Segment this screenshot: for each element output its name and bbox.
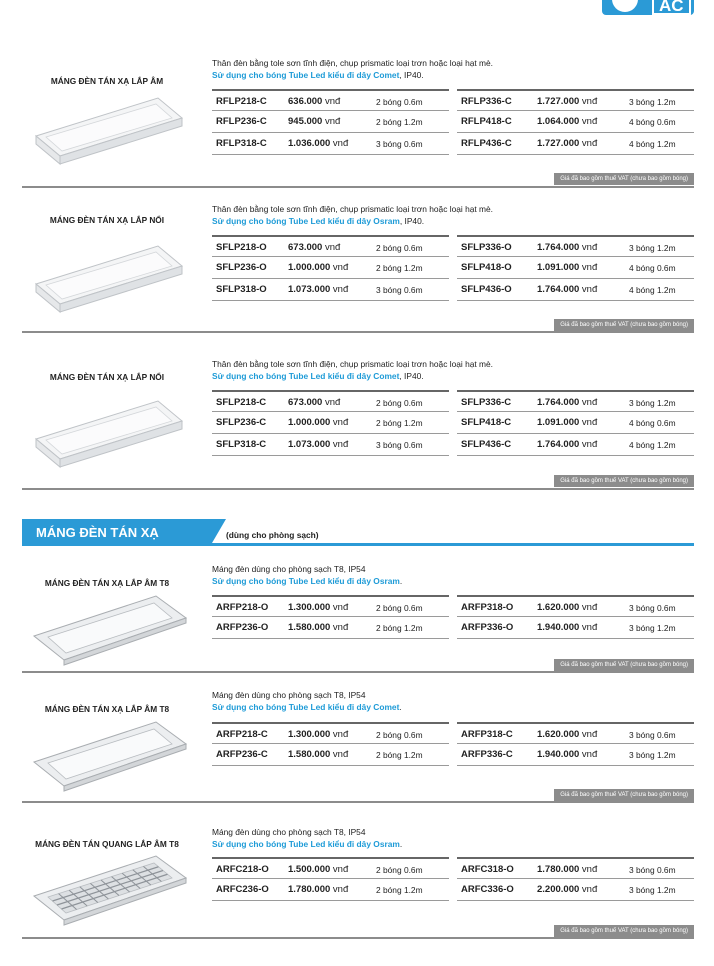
price-unit: vnđ: [581, 242, 598, 253]
price-value: 1.580.000: [288, 622, 331, 633]
price-value: 1.764.000: [537, 242, 580, 253]
price-unit: vnđ: [581, 116, 598, 127]
price-unit: vnđ: [581, 884, 598, 895]
price-value: 1.073.000: [288, 284, 331, 295]
product-code: RFLP436-C: [461, 138, 512, 149]
price-unit: vnđ: [332, 138, 349, 149]
product-price: [537, 602, 597, 613]
price-row: [212, 89, 449, 111]
price-unit: vnđ: [332, 284, 349, 295]
product-name: MÁNG ĐÈN TÁN XẠ LẮP NỔI: [49, 372, 165, 382]
price-table-right: [457, 235, 694, 301]
product-code: RFLP336-C: [461, 96, 512, 107]
section-divider: [22, 488, 694, 490]
product-price: [537, 729, 597, 740]
brand-logo: [602, 0, 694, 15]
cable-type-highlight: Sử dụng cho bóng Tube Led kiểu đi dây Osram: [212, 839, 400, 849]
product-code: ARFC318-O: [461, 864, 514, 875]
price-row: [212, 879, 449, 901]
description-line: Máng đèn dùng cho phòng sạch T8, IP54: [212, 827, 366, 837]
price-row: [457, 279, 694, 301]
lamp-image: [30, 852, 190, 932]
product-price: [288, 602, 348, 613]
bulb-spec: 4 bóng 1.2m: [629, 285, 676, 295]
product-code: SFLP436-O: [461, 284, 512, 295]
price-unit: vnđ: [324, 242, 341, 253]
category-subtitle: (dùng cho phòng sạch): [226, 530, 319, 540]
bulb-spec: 2 bóng 0.6m: [376, 243, 423, 253]
price-unit: vnđ: [581, 96, 598, 107]
product-price: [288, 96, 340, 107]
price-row: [457, 390, 694, 412]
price-value: 2.200.000: [537, 884, 580, 895]
lamp-image: [30, 718, 190, 798]
category-bar: [22, 519, 694, 546]
price-row: [212, 744, 449, 766]
product-price: [288, 138, 348, 149]
price-value: 636.000: [288, 96, 323, 107]
product-name: MÁNG ĐÈN TÁN QUANG LẮP ÂM T8: [35, 839, 179, 849]
price-value: 1.780.000: [537, 864, 580, 875]
price-value: 1.091.000: [537, 417, 580, 428]
bulb-spec: 3 bóng 1.2m: [629, 750, 676, 760]
price-row: [212, 133, 449, 155]
product-price: [537, 417, 597, 428]
product-description: [212, 689, 402, 713]
product-code: ARFP236-C: [216, 749, 268, 760]
product-description: [212, 358, 493, 382]
product-code: ARFP318-O: [461, 602, 514, 613]
price-unit: vnđ: [332, 602, 349, 613]
product-price: [537, 138, 597, 149]
price-unit: vnđ: [581, 417, 598, 428]
description-suffix: .: [399, 702, 402, 712]
price-row: [212, 111, 449, 133]
product-code: ARFC236-O: [216, 884, 269, 895]
product-code: ARFP318-C: [461, 729, 513, 740]
product-code: RFLP418-C: [461, 116, 512, 127]
bulb-spec: 3 bóng 0.6m: [376, 285, 423, 295]
price-value: 673.000: [288, 397, 323, 408]
product-price: [537, 439, 597, 450]
product-code: SFLP218-O: [216, 242, 267, 253]
product-price: [537, 284, 597, 295]
product-code: SFLP418-O: [461, 262, 512, 273]
price-row: [457, 879, 694, 901]
price-value: 1.580.000: [288, 749, 331, 760]
section-divider: [22, 801, 694, 803]
product-price: [537, 96, 597, 107]
vat-note: Giá đã bao gồm thuế VAT (chưa bao gồm bóng): [554, 925, 694, 937]
description-line: Thân đèn bằng tole sơn tĩnh điện, chụp prismatic loại trơn hoặc loại hạt mè.: [212, 204, 494, 214]
price-unit: vnđ: [581, 284, 598, 295]
price-value: 1.091.000: [537, 262, 580, 273]
cable-type-highlight: Sử dụng cho bóng Tube Led kiểu đi dây Comet: [212, 371, 400, 381]
bulb-spec: 2 bóng 0.6m: [376, 603, 423, 613]
price-unit: vnđ: [581, 439, 598, 450]
description-suffix: , IP40.: [399, 70, 424, 80]
price-table-right: [457, 390, 694, 456]
product-code: SFLP336-C: [461, 397, 512, 408]
section-divider: [22, 671, 694, 673]
bulb-spec: 3 bóng 1.2m: [629, 885, 676, 895]
logo-circle: [612, 0, 638, 12]
price-row: [212, 722, 449, 744]
product-code: SFLP436-C: [461, 439, 512, 450]
price-row: [212, 390, 449, 412]
product-price: [537, 397, 597, 408]
product-price: [288, 884, 348, 895]
product-description: [212, 57, 493, 81]
logo-text: AC: [652, 0, 691, 15]
category-title: MÁNG ĐÈN TÁN XẠ: [22, 519, 212, 546]
product-price: [288, 439, 348, 450]
product-price: [288, 749, 348, 760]
product-code: SFLP218-C: [216, 397, 267, 408]
product-code: ARFC218-O: [216, 864, 269, 875]
product-price: [288, 622, 348, 633]
section-divider: [22, 186, 694, 188]
price-row: [212, 279, 449, 301]
bulb-spec: 2 bóng 1.2m: [376, 885, 423, 895]
description-suffix: .: [399, 576, 403, 586]
price-row: [457, 595, 694, 617]
price-table-right: [457, 89, 694, 155]
price-unit: vnđ: [581, 729, 598, 740]
price-row: [212, 857, 449, 879]
vat-note: Giá đã bao gồm thuế VAT (chưa bao gồm bóng): [554, 475, 694, 487]
product-code: ARFP218-O: [216, 602, 269, 613]
product-code: ARFC336-O: [461, 884, 514, 895]
price-unit: vnđ: [332, 749, 349, 760]
price-value: 1.073.000: [288, 439, 331, 450]
bulb-spec: 2 bóng 0.6m: [376, 97, 423, 107]
product-description: [212, 203, 493, 227]
price-unit: vnđ: [581, 138, 598, 149]
price-row: [457, 617, 694, 639]
price-unit: vnđ: [332, 439, 349, 450]
section-divider: [22, 331, 694, 333]
bulb-spec: 3 bóng 1.2m: [629, 97, 676, 107]
bulb-spec: 3 bóng 0.6m: [629, 730, 676, 740]
price-unit: vnđ: [332, 864, 349, 875]
price-unit: vnđ: [332, 729, 349, 740]
price-value: 1.764.000: [537, 397, 580, 408]
price-value: 1.300.000: [288, 729, 331, 740]
lamp-image: [30, 592, 190, 672]
product-code: RFLP218-C: [216, 96, 267, 107]
cable-type-highlight: Sử dụng cho bóng Tube Led kiểu đi dây Osram: [212, 216, 400, 226]
price-value: 1.764.000: [537, 284, 580, 295]
product-price: [537, 622, 597, 633]
description-suffix: .: [399, 839, 403, 849]
product-price: [288, 397, 340, 408]
price-table-right: [457, 595, 694, 639]
bulb-spec: 4 bóng 0.6m: [629, 263, 676, 273]
price-row: [212, 412, 449, 434]
price-value: 1.727.000: [537, 138, 580, 149]
bulb-spec: 2 bóng 1.2m: [376, 117, 423, 127]
price-table-left: [212, 857, 449, 901]
product-code: ARFP218-C: [216, 729, 268, 740]
price-unit: vnđ: [581, 397, 598, 408]
product-price: [288, 284, 348, 295]
price-unit: vnđ: [581, 262, 598, 273]
price-unit: vnđ: [324, 397, 341, 408]
description-suffix: , IP40.: [399, 216, 425, 226]
product-code: SFLP236-O: [216, 262, 267, 273]
cable-type-highlight: Sử dụng cho bóng Tube Led kiểu đi dây Comet: [212, 70, 400, 80]
bulb-spec: 2 bóng 1.2m: [376, 418, 423, 428]
price-value: 1.300.000: [288, 602, 331, 613]
bulb-spec: 3 bóng 0.6m: [629, 865, 676, 875]
product-code: SFLP336-O: [461, 242, 512, 253]
price-unit: vnđ: [324, 96, 341, 107]
product-price: [288, 729, 348, 740]
product-code: ARFP336-O: [461, 622, 514, 633]
product-price: [537, 884, 597, 895]
price-value: 1.940.000: [537, 622, 580, 633]
price-value: 1.764.000: [537, 439, 580, 450]
bulb-spec: 3 bóng 1.2m: [629, 398, 676, 408]
price-row: [457, 133, 694, 155]
bulb-spec: 4 bóng 1.2m: [629, 440, 676, 450]
price-unit: vnđ: [324, 116, 341, 127]
product-code: ARFP336-C: [461, 749, 513, 760]
description-line: Máng đèn dùng cho phòng sạch T8, IP54: [212, 564, 366, 574]
product-code: SFLP418-C: [461, 417, 512, 428]
price-table-left: [212, 722, 449, 766]
bulb-spec: 3 bóng 1.2m: [629, 623, 676, 633]
bulb-spec: 2 bóng 0.6m: [376, 398, 423, 408]
bulb-spec: 3 bóng 0.6m: [629, 603, 676, 613]
product-code: RFLP236-C: [216, 116, 267, 127]
product-price: [288, 116, 340, 127]
price-unit: vnđ: [332, 417, 349, 428]
description-line: Thân đèn bằng tole sơn tĩnh điện, chụp prismatic loại trơn hoặc loại hạt mè.: [212, 359, 494, 369]
price-value: 1.940.000: [537, 749, 580, 760]
product-name: MÁNG ĐÈN TÁN XẠ LẮP ÂM T8: [44, 704, 170, 714]
price-row: [457, 412, 694, 434]
product-price: [537, 116, 597, 127]
price-row: [457, 235, 694, 257]
product-price: [537, 242, 597, 253]
price-value: 1.727.000: [537, 96, 580, 107]
description-line: Máng đèn dùng cho phòng sạch T8, IP54: [212, 690, 366, 700]
price-table-left: [212, 595, 449, 639]
product-price: [288, 262, 348, 273]
bulb-spec: 2 bóng 1.2m: [376, 750, 423, 760]
price-value: 1.036.000: [288, 138, 331, 149]
product-price: [537, 864, 597, 875]
price-unit: vnđ: [581, 622, 598, 633]
price-row: [457, 434, 694, 456]
bulb-spec: 2 bóng 0.6m: [376, 730, 423, 740]
description-line: Thân đèn bằng tole sơn tĩnh điện, chụp prismatic loại trơn hoặc loại hạt mè.: [212, 58, 494, 68]
product-price: [288, 864, 348, 875]
price-value: 1.620.000: [537, 602, 580, 613]
bulb-spec: 2 bóng 0.6m: [376, 865, 423, 875]
price-row: [212, 235, 449, 257]
price-row: [457, 89, 694, 111]
price-unit: vnđ: [332, 262, 349, 273]
price-row: [457, 744, 694, 766]
price-row: [457, 111, 694, 133]
product-code: RFLP318-C: [216, 138, 267, 149]
vat-note: Giá đã bao gồm thuế VAT (chưa bao gồm bóng): [554, 659, 694, 671]
price-unit: vnđ: [332, 622, 349, 633]
price-row: [457, 257, 694, 279]
price-value: 1.500.000: [288, 864, 331, 875]
price-row: [457, 722, 694, 744]
product-name: MÁNG ĐÈN TÁN XẠ LẮP ÂM: [50, 76, 164, 86]
lamp-image: [30, 92, 190, 172]
section-divider: [22, 937, 694, 939]
bulb-spec: 4 bóng 1.2m: [629, 139, 676, 149]
price-value: 1.000.000: [288, 417, 331, 428]
product-name: MÁNG ĐÈN TÁN XẠ LẮP NỔI: [49, 215, 165, 225]
product-code: SFLP236-C: [216, 417, 267, 428]
price-table-right: [457, 722, 694, 766]
bulb-spec: 2 bóng 1.2m: [376, 263, 423, 273]
price-unit: vnđ: [581, 602, 598, 613]
price-table-right: [457, 857, 694, 901]
price-unit: vnđ: [581, 864, 598, 875]
product-description: [212, 563, 402, 587]
cable-type-highlight: Sử dụng cho bóng Tube Led kiểu đi dây Comet: [212, 702, 400, 712]
price-table-left: [212, 390, 449, 456]
product-price: [537, 262, 597, 273]
product-price: [288, 417, 348, 428]
product-code: ARFP236-O: [216, 622, 269, 633]
product-description: [212, 826, 402, 850]
price-row: [457, 857, 694, 879]
price-row: [212, 617, 449, 639]
price-value: 1.620.000: [537, 729, 580, 740]
bulb-spec: 3 bóng 0.6m: [376, 440, 423, 450]
product-price: [288, 242, 340, 253]
lamp-image: [30, 395, 190, 475]
product-price: [537, 749, 597, 760]
product-code: SFLP318-C: [216, 439, 267, 450]
vat-note: Giá đã bao gồm thuế VAT (chưa bao gồm bóng): [554, 319, 694, 331]
price-unit: vnđ: [581, 749, 598, 760]
price-table-left: [212, 89, 449, 155]
bulb-spec: 3 bóng 1.2m: [629, 243, 676, 253]
price-value: 1.780.000: [288, 884, 331, 895]
price-value: 1.064.000: [537, 116, 580, 127]
lamp-image: [30, 240, 190, 320]
price-row: [212, 595, 449, 617]
product-code: SFLP318-O: [216, 284, 267, 295]
bulb-spec: 4 bóng 0.6m: [629, 117, 676, 127]
price-value: 945.000: [288, 116, 323, 127]
bulb-spec: 2 bóng 1.2m: [376, 623, 423, 633]
price-row: [212, 257, 449, 279]
cable-type-highlight: Sử dụng cho bóng Tube Led kiểu đi dây Osram: [212, 576, 400, 586]
price-value: 1.000.000: [288, 262, 331, 273]
bulb-spec: 3 bóng 0.6m: [376, 139, 423, 149]
description-suffix: , IP40.: [399, 371, 424, 381]
price-unit: vnđ: [332, 884, 349, 895]
bulb-spec: 4 bóng 0.6m: [629, 418, 676, 428]
vat-note: Giá đã bao gồm thuế VAT (chưa bao gồm bóng): [554, 789, 694, 801]
price-value: 673.000: [288, 242, 323, 253]
price-table-left: [212, 235, 449, 301]
price-row: [212, 434, 449, 456]
vat-note: Giá đã bao gồm thuế VAT (chưa bao gồm bóng): [554, 173, 694, 185]
product-name: MÁNG ĐÈN TÁN XẠ LẮP ÂM T8: [44, 578, 170, 588]
